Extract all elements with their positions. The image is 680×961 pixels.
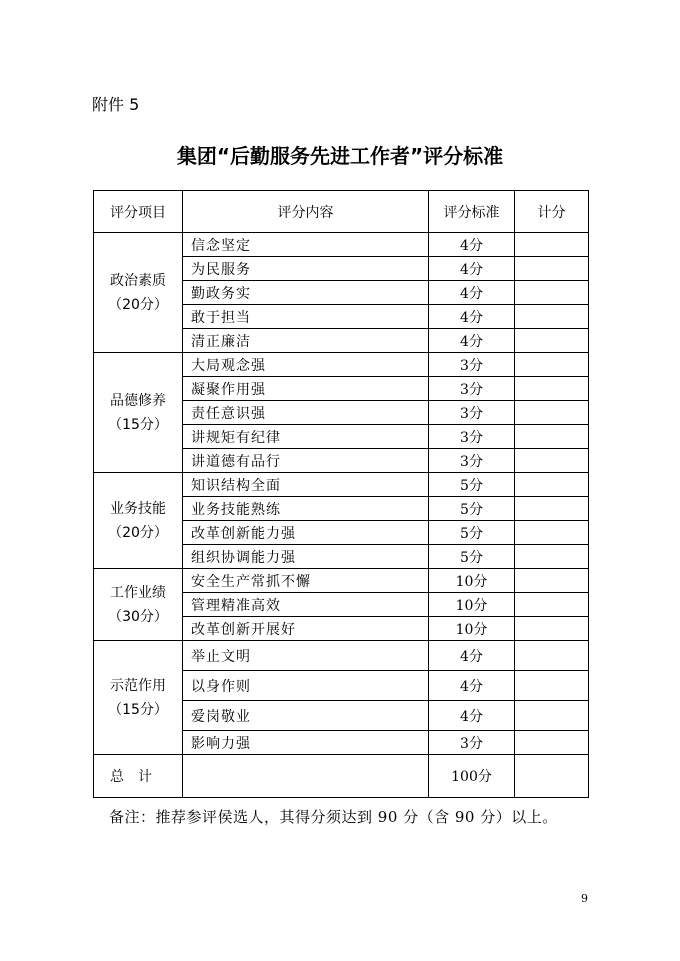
standard-cell: 5分 bbox=[429, 497, 515, 521]
category-cell bbox=[94, 233, 183, 353]
score-cell[interactable] bbox=[515, 353, 589, 377]
standard-cell: 10分 bbox=[429, 593, 515, 617]
score-cell[interactable] bbox=[515, 449, 589, 473]
score-cell[interactable] bbox=[515, 521, 589, 545]
category-name: 业务技能 bbox=[110, 500, 166, 517]
header-score: 计分 bbox=[515, 191, 589, 233]
score-cell[interactable] bbox=[515, 233, 589, 257]
standard-cell: 3分 bbox=[429, 353, 515, 377]
score-cell[interactable] bbox=[515, 617, 589, 641]
content-cell: 责任意识强 bbox=[183, 401, 429, 425]
content-cell: 知识结构全面 bbox=[183, 473, 429, 497]
score-cell[interactable] bbox=[515, 401, 589, 425]
header-standard: 评分标准 bbox=[429, 191, 515, 233]
category-name: 工作业绩 bbox=[110, 584, 166, 601]
standard-cell: 4分 bbox=[429, 281, 515, 305]
score-cell[interactable] bbox=[515, 305, 589, 329]
content-cell: 讲规矩有纪律 bbox=[183, 425, 429, 449]
content-cell: 组织协调能力强 bbox=[183, 545, 429, 569]
table-row bbox=[94, 641, 589, 671]
total-standard: 100分 bbox=[429, 755, 515, 798]
standard-cell: 4分 bbox=[429, 329, 515, 353]
score-cell[interactable] bbox=[515, 497, 589, 521]
score-cell[interactable] bbox=[515, 329, 589, 353]
score-cell[interactable] bbox=[515, 257, 589, 281]
standard-cell: 10分 bbox=[429, 569, 515, 593]
score-cell[interactable] bbox=[515, 671, 589, 701]
score-cell[interactable] bbox=[515, 473, 589, 497]
score-cell[interactable] bbox=[515, 425, 589, 449]
content-cell: 讲道德有品行 bbox=[183, 449, 429, 473]
content-cell: 业务技能熟练 bbox=[183, 497, 429, 521]
content-cell: 安全生产常抓不懈 bbox=[183, 569, 429, 593]
standard-cell: 3分 bbox=[429, 731, 515, 755]
standard-cell: 10分 bbox=[429, 617, 515, 641]
table-row bbox=[94, 233, 589, 257]
footnote: 备注：推荐参评侯选人，其得分须达到 90 分（含 90 分）以上。 bbox=[109, 808, 558, 826]
total-label: 总计 bbox=[94, 755, 183, 798]
category-cell bbox=[94, 353, 183, 473]
content-cell: 影响力强 bbox=[183, 731, 429, 755]
content-cell: 改革创新开展好 bbox=[183, 617, 429, 641]
content-cell: 举止文明 bbox=[183, 641, 429, 671]
score-cell[interactable] bbox=[515, 731, 589, 755]
score-cell[interactable] bbox=[515, 593, 589, 617]
content-cell: 爱岗敬业 bbox=[183, 701, 429, 731]
standard-cell: 4分 bbox=[429, 671, 515, 701]
category-points: （20分） bbox=[108, 296, 168, 313]
table-row bbox=[94, 353, 589, 377]
standard-cell: 4分 bbox=[429, 257, 515, 281]
header-content: 评分内容 bbox=[183, 191, 429, 233]
category-name: 政治素质 bbox=[110, 272, 166, 289]
category-cell bbox=[94, 569, 183, 641]
content-cell: 改革创新能力强 bbox=[183, 521, 429, 545]
score-cell[interactable] bbox=[515, 701, 589, 731]
total-row bbox=[94, 755, 589, 798]
standard-cell: 3分 bbox=[429, 449, 515, 473]
content-cell: 敢于担当 bbox=[183, 305, 429, 329]
standard-cell: 4分 bbox=[429, 701, 515, 731]
score-cell[interactable] bbox=[515, 281, 589, 305]
category-points: （15分） bbox=[108, 416, 168, 433]
content-cell: 勤政务实 bbox=[183, 281, 429, 305]
header-item: 评分项目 bbox=[94, 191, 183, 233]
standard-cell: 5分 bbox=[429, 545, 515, 569]
score-cell[interactable] bbox=[515, 569, 589, 593]
content-cell: 管理精准高效 bbox=[183, 593, 429, 617]
category-name: 品德修养 bbox=[110, 392, 166, 409]
standard-cell: 4分 bbox=[429, 233, 515, 257]
scoring-table bbox=[93, 190, 589, 798]
category-points: （15分） bbox=[108, 701, 168, 718]
content-cell: 为民服务 bbox=[183, 257, 429, 281]
table-row bbox=[94, 473, 589, 497]
standard-cell: 5分 bbox=[429, 473, 515, 497]
table-header-row bbox=[94, 191, 589, 233]
standard-cell: 4分 bbox=[429, 641, 515, 671]
standard-cell: 3分 bbox=[429, 401, 515, 425]
standard-cell: 3分 bbox=[429, 425, 515, 449]
content-cell: 信念坚定 bbox=[183, 233, 429, 257]
document-title: 集团“后勤服务先进工作者”评分标准 bbox=[176, 144, 504, 168]
table-row bbox=[94, 569, 589, 593]
score-cell[interactable] bbox=[515, 377, 589, 401]
total-score-cell[interactable] bbox=[515, 755, 589, 798]
content-cell: 清正廉洁 bbox=[183, 329, 429, 353]
content-cell: 以身作则 bbox=[183, 671, 429, 701]
score-cell[interactable] bbox=[515, 545, 589, 569]
category-name: 示范作用 bbox=[110, 677, 166, 694]
category-cell bbox=[94, 641, 183, 755]
category-points: （20分） bbox=[108, 524, 168, 541]
standard-cell: 5分 bbox=[429, 521, 515, 545]
category-cell bbox=[94, 473, 183, 569]
content-cell: 大局观念强 bbox=[183, 353, 429, 377]
total-content-cell bbox=[183, 755, 429, 798]
standard-cell: 3分 bbox=[429, 377, 515, 401]
page-number: 9 bbox=[581, 892, 588, 905]
category-points: （30分） bbox=[108, 608, 168, 625]
standard-cell: 4分 bbox=[429, 305, 515, 329]
attachment-label: 附件 5 bbox=[92, 95, 140, 114]
content-cell: 凝聚作用强 bbox=[183, 377, 429, 401]
score-cell[interactable] bbox=[515, 641, 589, 671]
